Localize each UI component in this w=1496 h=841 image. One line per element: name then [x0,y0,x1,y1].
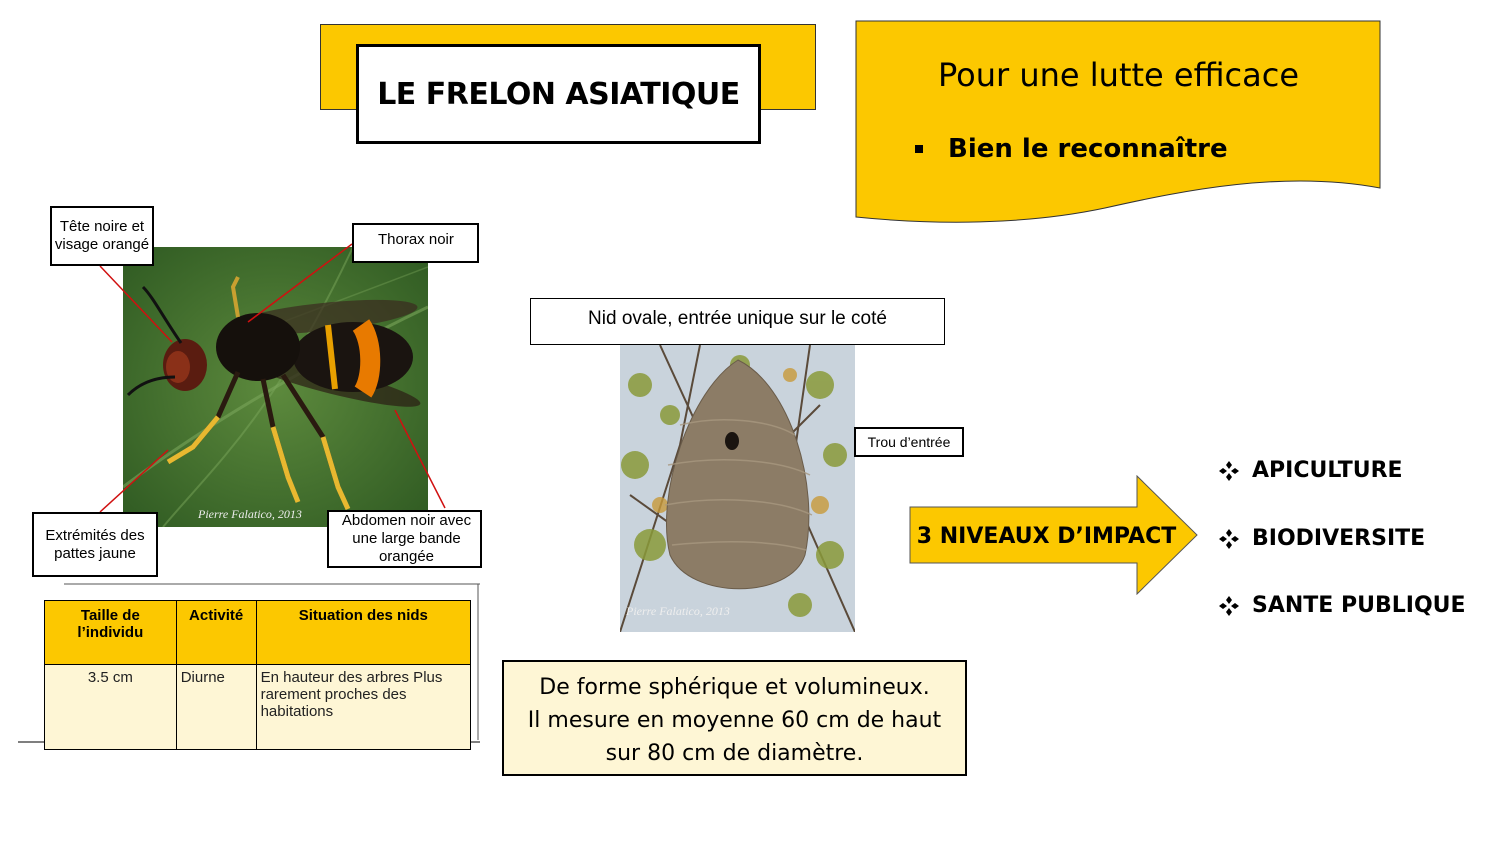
four-diamond-bullet-icon [1218,595,1240,617]
nest-description-line: De forme sphérique et volumineux. [539,675,930,700]
table-cell-activity: Diurne [176,665,256,750]
nest-caption: Nid ovale, entrée unique sur le coté [530,298,945,345]
impact-item-sante-publique [1218,593,1466,618]
table-header-activity: Activité [176,601,256,665]
callout-head: Tête noire et visage orangé [50,206,154,266]
hornet-photo-credit: Pierre Falatico, 2013 [198,507,302,521]
callout-nest-entrance: Trou d’entrée [854,427,964,457]
nest-description-line: Il mesure en moyenne 60 cm de haut [527,708,942,733]
nest-description-line: sur 80 cm de diamètre. [605,741,864,766]
impact-item-apiculture [1218,458,1403,483]
banner-heading: Pour une lutte efficace [938,56,1299,94]
nest-description [502,660,967,776]
four-diamond-bullet-icon [1218,460,1240,482]
nest-photo-credit: Pierre Falatico, 2013 [626,604,730,618]
table-header-row [45,601,471,665]
callout-abdomen [327,510,482,568]
table-header-size: Taille de l’individu [45,601,177,665]
page-title: LE FRELON ASIATIQUE [356,44,761,144]
four-diamond-bullet-icon [1218,528,1240,550]
table-cell-size: 3.5 cm [45,665,177,750]
impact-item-label: APICULTURE [1252,458,1403,483]
impact-arrow-label: 3 NIVEAUX D’IMPACT [916,523,1177,549]
callout-thorax: Thorax noir [352,223,479,263]
callout-legs: Extrémités des pattes jaune [32,512,158,577]
impact-item-biodiversite [1218,526,1425,551]
impact-item-label: SANTE PUBLIQUE [1252,593,1466,618]
nest-photo [620,345,855,632]
impact-item-label: BIODIVERSITE [1252,526,1426,551]
hornet-info-table [44,600,471,750]
banner-bullet-text: Bien le reconnaître [948,134,1228,164]
callout-abdomen-text: Abdomen noir avec une large bande orangée [341,512,472,565]
table-cell-nest-location: En hauteur des arbres Plus rarement proches des habitations [256,665,470,750]
table-header-nest-location: Situation des nids [256,601,470,665]
table-row [45,665,471,750]
